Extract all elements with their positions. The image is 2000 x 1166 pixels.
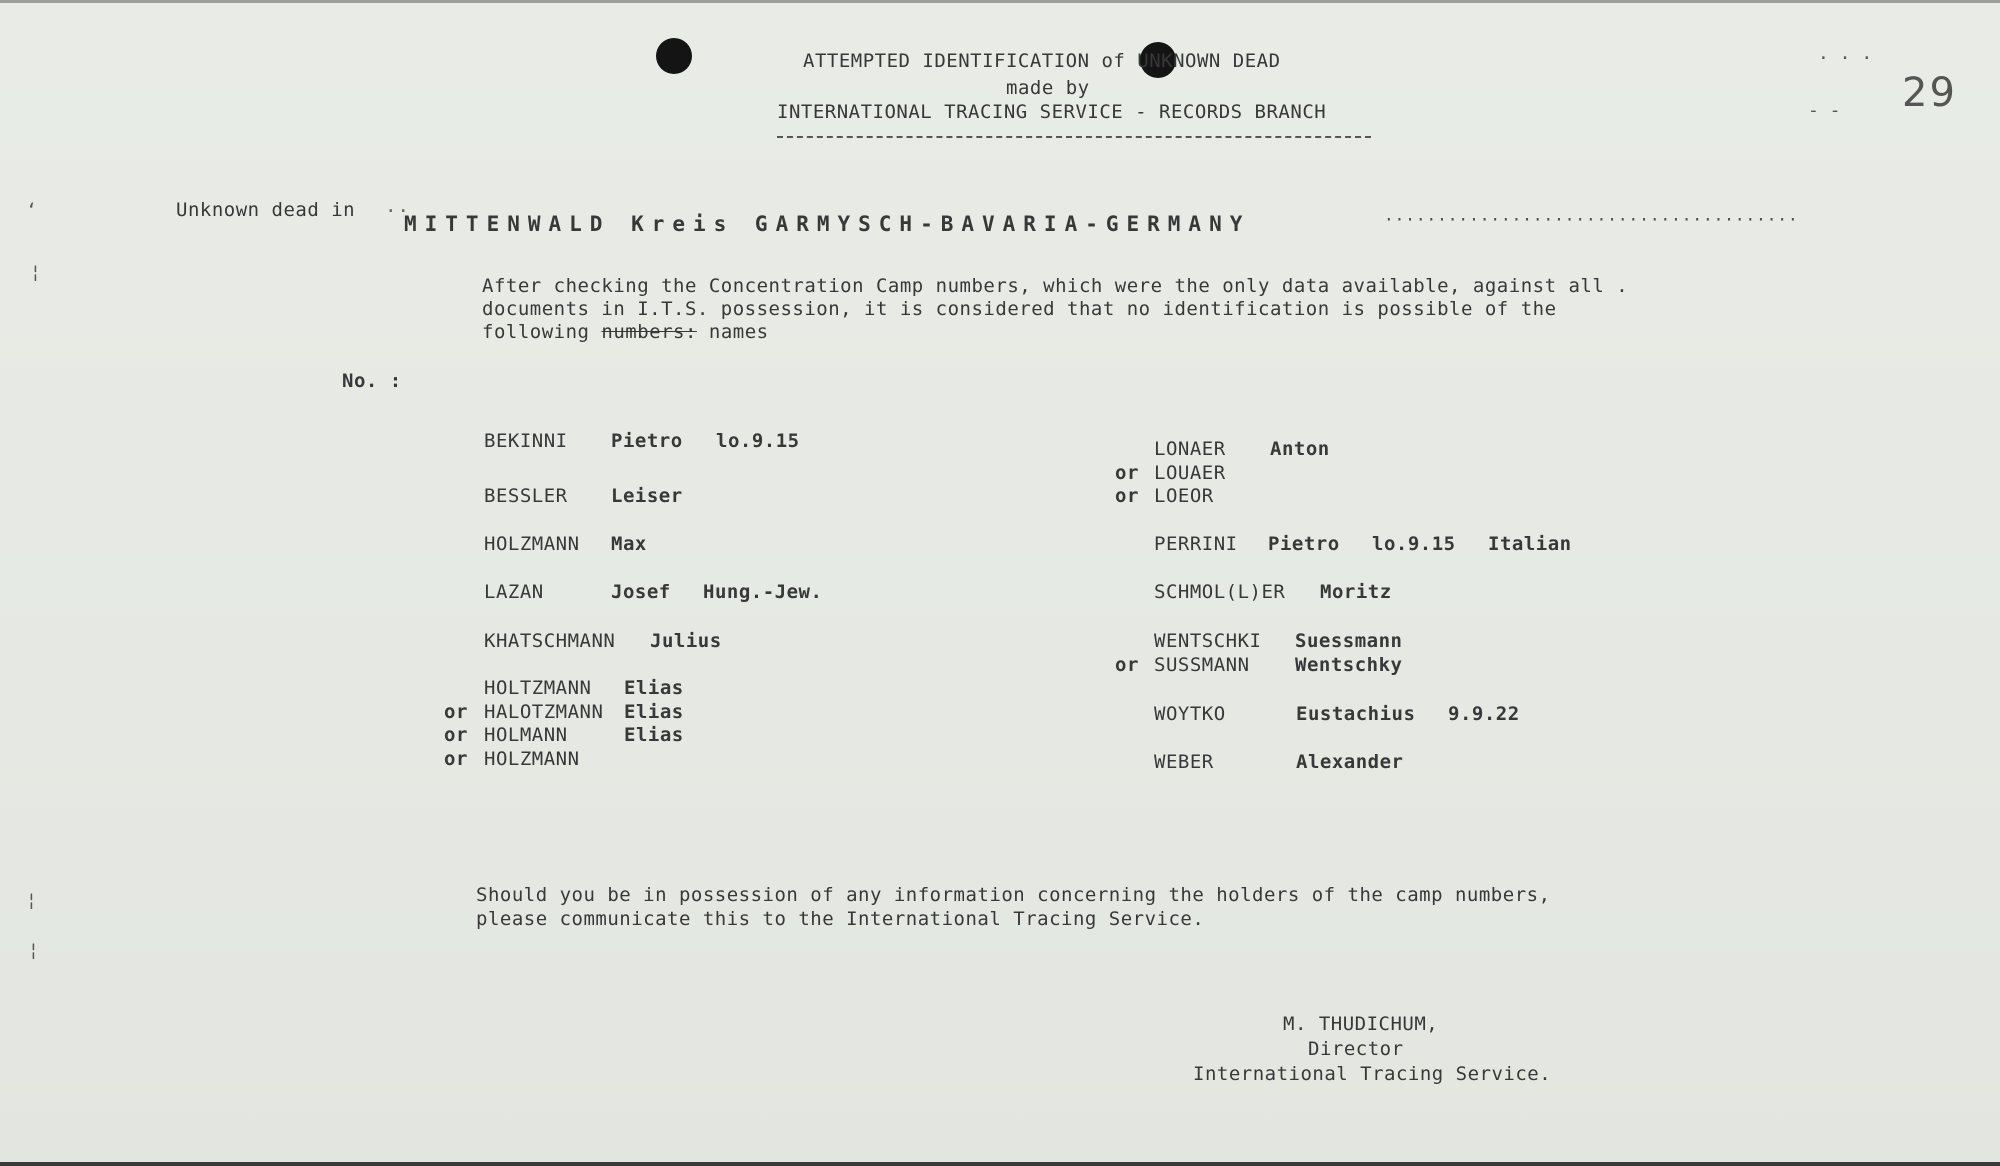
location-label: Unknown dead in (176, 199, 356, 221)
left-entry-8-prefix: or (444, 724, 468, 746)
right-entry-2-surname: LOUAER (1154, 462, 1226, 484)
closing-line2: please communicate this to the International Tracing Service. (476, 908, 1205, 930)
left-entry-2-given: Leiser (611, 485, 683, 507)
page-number: 29 (1902, 70, 1957, 116)
left-entry-4-surname: LAZAN (484, 581, 544, 603)
left-entry-7-prefix: or (444, 701, 468, 723)
left-entry-5-surname: KHATSCHMANN (484, 630, 616, 652)
right-entry-6-given: Suessmann (1295, 630, 1403, 652)
punch-hole-left (656, 38, 692, 74)
header-title-line2: made by (1006, 77, 1090, 99)
left-entry-7-given: Elias (624, 701, 684, 723)
left-entry-4-given: Josef (611, 581, 671, 603)
location-place: MITTENWALD Kreis GARMYSCH-BAVARIA-GERMANY (404, 212, 1251, 236)
margin-dashes: - - (1808, 100, 1841, 121)
margin-mark-4: ¦ (28, 940, 39, 961)
left-entry-8-surname: HOLMANN (484, 724, 568, 746)
left-entry-1-surname: BEKINNI (484, 430, 568, 452)
right-entry-9-surname: WEBER (1154, 751, 1214, 773)
right-entry-5-surname: SCHMOL(L)ER (1154, 581, 1286, 603)
right-entry-3-surname: LOEOR (1154, 485, 1214, 507)
right-entry-8-extra: 9.9.22 (1448, 703, 1520, 725)
right-entry-4-given: Pietro (1268, 533, 1340, 555)
location-leader-start: ·· (385, 200, 410, 222)
left-entry-4-extra: Hung.-Jew. (703, 581, 823, 603)
right-entry-8-surname: WOYTKO (1154, 703, 1226, 725)
left-entry-2-surname: BESSLER (484, 485, 568, 507)
top-edge (0, 0, 2000, 3)
closing-line1: Should you be in possession of any information concerning the holders of the camp numbers, (476, 884, 1551, 906)
number-label: No. : (342, 370, 402, 392)
right-entry-4-extra: lo.9.15 (1372, 533, 1456, 555)
left-entry-5-given: Julius (650, 630, 722, 652)
header-title-line1: ATTEMPTED IDENTIFICATION of UNKNOWN DEAD (803, 50, 1281, 72)
right-entry-8-given: Eustachius (1296, 703, 1416, 725)
right-entry-7-prefix: or (1115, 654, 1139, 676)
left-entry-3-given: Max (611, 533, 647, 555)
left-entry-9-surname: HOLZMANN (484, 748, 580, 770)
right-entry-9-given: Alexander (1296, 751, 1404, 773)
left-entry-1-extra: lo.9.15 (716, 430, 800, 452)
right-entry-4-nationality: Italian (1488, 533, 1572, 555)
right-entry-2-prefix: or (1115, 462, 1139, 484)
margin-dots-top: · · · (1818, 48, 1873, 69)
intro-line1: After checking the Concentration Camp numbers, which were the only data available, against all . (482, 275, 1629, 297)
header-title-line3: INTERNATIONAL TRACING SERVICE - RECORDS BRANCH (777, 101, 1327, 123)
left-entry-6-given: Elias (624, 677, 684, 699)
bottom-edge (0, 1162, 2000, 1166)
left-entry-8-given: Elias (624, 724, 684, 746)
intro-line2: documents in I.T.S. possession, it is considered that no identification is possible of the (482, 298, 1557, 320)
location-leader-end: ······································· (1384, 210, 1799, 229)
signature-title: Director (1308, 1038, 1404, 1060)
signature-org: International Tracing Service. (1193, 1063, 1552, 1085)
right-entry-7-surname: SUSSMANN (1154, 654, 1250, 676)
left-entry-9-prefix: or (444, 748, 468, 770)
margin-mark-3: ¦ (26, 890, 37, 911)
right-entry-7-given: Wentschky (1295, 654, 1403, 676)
right-entry-1-given: Anton (1270, 438, 1330, 460)
intro-line3 (482, 321, 769, 343)
margin-mark-2: ¦ (30, 262, 41, 283)
left-entry-1-given: Pietro (611, 430, 683, 452)
signature-name: M. THUDICHUM, (1283, 1013, 1439, 1035)
right-entry-4-surname: PERRINI (1154, 533, 1238, 555)
left-entry-7-surname: HALOTZMANN (484, 701, 604, 723)
intro-line3-suffix: names (708, 321, 769, 343)
intro-line3-prefix: following (482, 321, 590, 343)
right-entry-6-surname: WENTSCHKI (1154, 630, 1262, 652)
right-entry-1-surname: LONAER (1154, 438, 1226, 460)
right-entry-5-given: Moritz (1320, 581, 1392, 603)
left-entry-6-surname: HOLTZMANN (484, 677, 592, 699)
intro-struck-word: numbers: (601, 321, 697, 343)
left-entry-3-surname: HOLZMANN (484, 533, 580, 555)
margin-mark-1: ‘ (26, 200, 37, 221)
right-entry-3-prefix: or (1115, 485, 1139, 507)
header-underline (777, 136, 1371, 138)
